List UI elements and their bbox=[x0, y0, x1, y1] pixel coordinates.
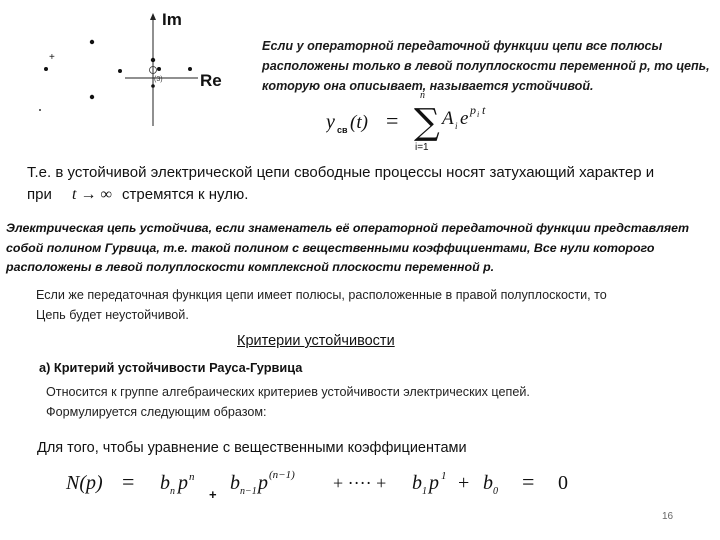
exp-var: t bbox=[482, 103, 486, 117]
formula-lhs-sub: св bbox=[337, 125, 348, 135]
decay-paragraph bbox=[27, 162, 717, 206]
formula-lhs-arg: (t) bbox=[350, 112, 368, 133]
decay-line-1: Т.е. в устойчивой электрической цепи свободные процессы носят затухающий характер и bbox=[27, 164, 655, 181]
pole-point bbox=[90, 40, 94, 44]
poly-eq-2: = bbox=[522, 469, 535, 494]
intro-paragraph: Если у операторной передаточной функции цепи все полюсы расположены только в левой полуплоскости переменной p, то цепь, которую она описывает, называется устойчивой. bbox=[262, 39, 710, 93]
polynomial-formula bbox=[60, 467, 600, 507]
pole-point bbox=[151, 58, 155, 62]
exp-base: e bbox=[460, 108, 469, 129]
plus-1: + bbox=[209, 487, 217, 502]
t4-sub: 0 bbox=[493, 486, 498, 497]
t1-sup: n bbox=[189, 471, 195, 483]
multiplicity-label: (3) bbox=[154, 76, 163, 83]
t3-coef: b bbox=[412, 472, 422, 494]
pole-point bbox=[90, 95, 94, 99]
pole-point bbox=[44, 67, 48, 71]
decay-line-2-end: стремятся к нулю. bbox=[122, 186, 249, 203]
t3-base: p bbox=[429, 472, 439, 494]
sum-top: n bbox=[420, 90, 425, 101]
t1-base: p bbox=[178, 472, 188, 494]
t1-coef: b bbox=[160, 472, 170, 494]
criterion-line-2: Формулируется следующим образом: bbox=[46, 404, 267, 419]
plus-3: + bbox=[458, 472, 470, 494]
re-label: Re bbox=[200, 71, 222, 90]
t4-coef: b bbox=[483, 472, 493, 494]
term-a: A bbox=[442, 108, 454, 129]
im-label: Im bbox=[162, 10, 182, 29]
term-a-sub: i bbox=[455, 121, 458, 131]
complex-plane-diagram bbox=[30, 8, 240, 128]
decay-line-2-start: при bbox=[27, 186, 52, 203]
stability-definition: Электрическая цепь устойчива, если знаменатель её операторной передаточной функции представляет собой полином Гурвица, т.е. такой полином с вещественными коэффициентами, Все нули которого расположены в левой полуплоскости комплексной плоскости переменной p. bbox=[6, 221, 690, 274]
t2-coef: b bbox=[230, 472, 240, 494]
poly-lhs: N(p) bbox=[66, 472, 103, 494]
dots: + ···· + bbox=[333, 473, 387, 493]
pole-point bbox=[118, 69, 122, 73]
sum-bottom: i=1 bbox=[415, 142, 429, 153]
t3-sup: 1 bbox=[441, 470, 447, 482]
exp-power: p bbox=[470, 103, 476, 117]
t2-base: p bbox=[258, 472, 268, 494]
imaginary-axis-arrow bbox=[150, 13, 156, 20]
t-to-infinity: t → ∞ bbox=[72, 186, 112, 203]
formula-equals: = bbox=[386, 108, 399, 133]
t3-sub: 1 bbox=[422, 486, 427, 497]
decay-line-2 bbox=[27, 184, 717, 206]
pole-point bbox=[157, 67, 161, 71]
equation-intro: Для того, чтобы уравнение с вещественными коэффициентами bbox=[37, 440, 467, 456]
poly-zero: 0 bbox=[558, 472, 568, 494]
section-heading: Критерии устойчивости bbox=[237, 333, 395, 349]
criterion-line-1: Относится к группе алгебраических критериев устойчивости электрических цепей. bbox=[46, 385, 530, 399]
pole-point bbox=[188, 67, 192, 71]
page-number: 16 bbox=[662, 511, 674, 522]
formula-lhs: y bbox=[326, 111, 335, 133]
plus-mark: + bbox=[49, 52, 55, 63]
instability-line-2: Цепь будет неустойчивой. bbox=[36, 307, 189, 322]
t1-sub: n bbox=[170, 486, 175, 497]
criterion-paragraph bbox=[46, 383, 686, 422]
t2-sup: (n−1) bbox=[269, 469, 295, 481]
pole-point bbox=[39, 109, 41, 111]
t2-sub: n−1 bbox=[240, 486, 257, 497]
instability-line-1: Если же передаточная функция цепи имеет полюсы, расположенные в правой полуплоскости, то bbox=[36, 288, 607, 302]
free-response-formula bbox=[326, 90, 526, 155]
poly-eq: = bbox=[122, 469, 135, 494]
instability-paragraph bbox=[36, 286, 706, 325]
criterion-subheading: а) Критерий устойчивости Рауса-Гурвица bbox=[39, 360, 303, 375]
exp-power-sub: i bbox=[477, 110, 480, 119]
pole-point bbox=[151, 84, 155, 88]
sum-sign: ∑ bbox=[414, 102, 440, 143]
